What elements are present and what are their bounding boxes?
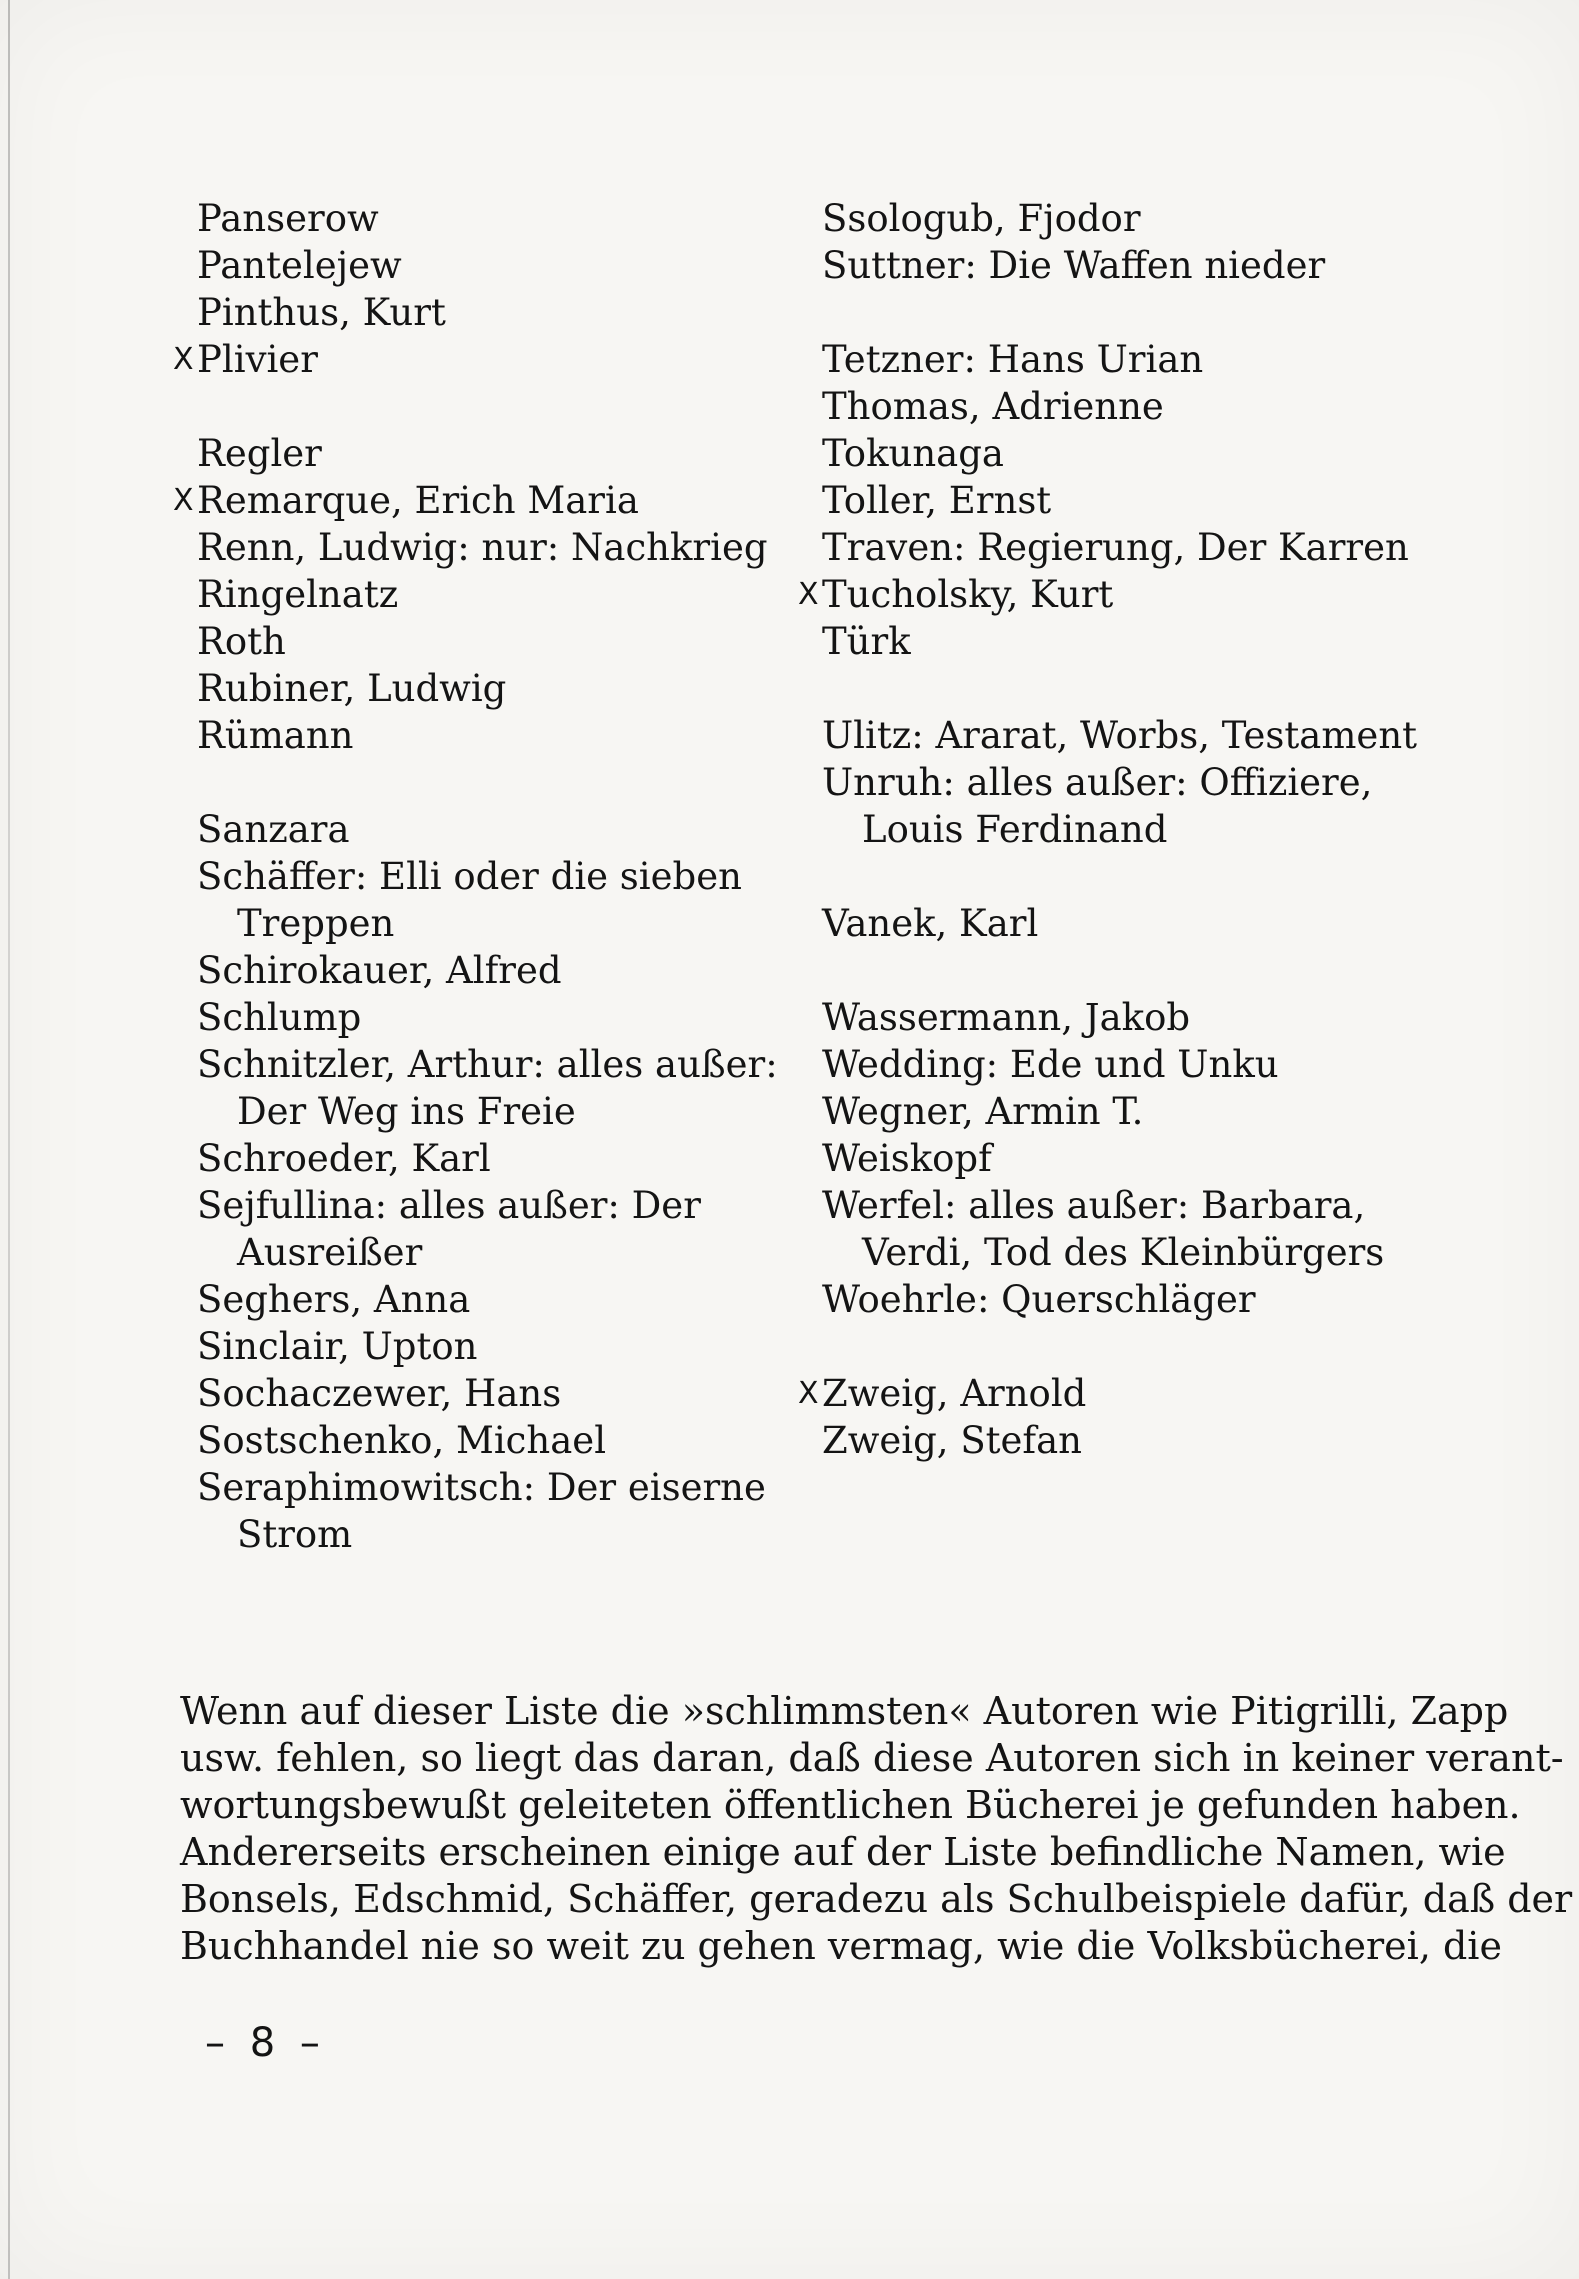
paragraph-line: Andererseits erscheinen einige auf der Liste befindliche Namen, wie (180, 1830, 1506, 1874)
author-entry-text: Wedding: Ede und Unku (822, 1043, 1279, 1086)
author-entry-text: Wassermann, Jakob (822, 996, 1191, 1039)
author-entry (790, 571, 1410, 618)
author-entry-text: Woehrle: Querschläger (822, 1278, 1256, 1321)
author-entry-text: Sochaczewer, Hans (197, 1372, 562, 1415)
author-entry (165, 571, 785, 618)
author-entry (165, 1041, 785, 1088)
section-gap (790, 947, 1410, 994)
author-entry-text: Sanzara (197, 808, 350, 851)
author-entry-text: Unruh: alles außer: Offiziere, (822, 761, 1373, 804)
author-entry-text: Sostschenko, Michael (197, 1419, 607, 1462)
author-entry-text: Zweig, Stefan (822, 1419, 1083, 1462)
author-entry-text: Ulitz: Ararat, Worbs, Testament (822, 714, 1418, 757)
author-entry-text: Zweig, Arnold (822, 1372, 1087, 1415)
author-entry-text: Pantelejew (197, 244, 402, 287)
author-entry (165, 1417, 785, 1464)
author-entry-text: Schroeder, Karl (197, 1137, 491, 1180)
x-mark: X (173, 342, 194, 377)
author-entry (165, 477, 785, 524)
section-gap (165, 383, 785, 430)
author-entry (790, 383, 1410, 430)
author-entry-text: Ssologub, Fjodor (822, 197, 1141, 240)
author-entry (790, 1088, 1410, 1135)
author-entry (790, 1041, 1410, 1088)
author-entry (165, 289, 785, 336)
author-entry (165, 1135, 785, 1182)
section-gap (790, 1323, 1410, 1370)
x-mark: X (798, 1376, 819, 1411)
author-entry (790, 242, 1410, 289)
author-entry (790, 759, 1410, 806)
author-entry-text: Wegner, Armin T. (822, 1090, 1144, 1133)
author-entry-text: Vanek, Karl (822, 902, 1039, 945)
author-entry (790, 1417, 1410, 1464)
author-entry (165, 665, 785, 712)
author-entry-text: Regler (197, 432, 322, 475)
section-gap (790, 289, 1410, 336)
author-entry-text: Schnitzler, Arthur: alles außer: (197, 1043, 778, 1086)
author-entry-text: Ringelnatz (197, 573, 399, 616)
author-entry-text: Toller, Ernst (822, 479, 1052, 522)
author-entry (165, 1276, 785, 1323)
page-number: – 8 – (205, 2020, 326, 2066)
paragraph-line: wortungsbewußt geleiteten öffentlichen Bücherei je gefunden haben. (180, 1783, 1521, 1827)
author-entry (790, 1182, 1410, 1229)
section-gap (165, 759, 785, 806)
author-entry (165, 1370, 785, 1417)
author-entry (790, 1276, 1410, 1323)
paragraph-line: Bonsels, Edschmid, Schäffer, geradezu als Schulbeispiele dafür, daß der (180, 1877, 1573, 1921)
author-entry (165, 1182, 785, 1229)
author-entry (165, 1464, 785, 1511)
author-entry-continuation (165, 900, 785, 947)
author-entry-text: Tetzner: Hans Urian (822, 338, 1204, 381)
author-entry-text: Ausreißer (237, 1231, 423, 1274)
author-entry (165, 806, 785, 853)
author-entry (165, 336, 785, 383)
author-entry (790, 1370, 1410, 1417)
paragraph-line: Wenn auf dieser Liste die »schlimmsten« Autoren wie Pitigrilli, Zapp (180, 1689, 1509, 1733)
x-mark: X (798, 577, 819, 612)
author-entry-text: Tokunaga (822, 432, 1004, 475)
author-entry-text: Rubiner, Ludwig (197, 667, 507, 710)
author-entry (165, 524, 785, 571)
author-entry (790, 524, 1410, 571)
author-entry-text: Remarque, Erich Maria (197, 479, 639, 522)
author-entry-text: Türk (822, 620, 911, 663)
author-entry-text: Verdi, Tod des Kleinbürgers (862, 1231, 1385, 1274)
author-entry (790, 712, 1418, 759)
author-entry (790, 336, 1410, 383)
author-entry-text: Panserow (197, 197, 379, 240)
author-entry (790, 618, 1410, 665)
author-entry (790, 477, 1410, 524)
author-entry-text: Traven: Regierung, Der Karren (822, 526, 1409, 569)
author-entry-text: Weiskopf (822, 1137, 992, 1180)
author-entry (165, 947, 785, 994)
author-entry-continuation (790, 806, 1410, 853)
author-entry (165, 853, 785, 900)
section-gap (790, 853, 1410, 900)
author-entry-text: Thomas, Adrienne (822, 385, 1164, 428)
x-mark: X (173, 483, 194, 518)
left-author-column (165, 195, 785, 1558)
body-paragraph (180, 1688, 1573, 1970)
author-entry-text: Louis Ferdinand (862, 808, 1168, 851)
author-entry-continuation (165, 1511, 785, 1558)
author-entry (790, 994, 1410, 1041)
author-entry-text: Plivier (197, 338, 318, 381)
author-entry (790, 430, 1410, 477)
author-entry-text: Rümann (197, 714, 354, 757)
author-entry-text: Tucholsky, Kurt (822, 573, 1114, 616)
author-entry-text: Sejfullina: alles außer: Der (197, 1184, 701, 1227)
author-entry (165, 994, 785, 1041)
author-entry (165, 430, 785, 477)
author-entry-text: Pinthus, Kurt (197, 291, 446, 334)
author-entry-continuation (165, 1088, 785, 1135)
author-entry (165, 712, 785, 759)
author-entry-text: Treppen (237, 902, 395, 945)
author-entry-text: Renn, Ludwig: nur: Nachkrieg (197, 526, 768, 569)
right-author-column (790, 195, 1418, 1464)
paragraph-line: usw. fehlen, so liegt das daran, daß diese Autoren sich in keiner verant- (180, 1736, 1564, 1780)
page-edge-line (8, 0, 10, 2279)
author-entry (165, 618, 785, 665)
author-entry-text: Strom (237, 1513, 353, 1556)
author-entry (790, 1135, 1410, 1182)
author-entry-text: Seraphimowitsch: Der eiserne (197, 1466, 766, 1509)
section-gap (790, 665, 1410, 712)
author-entry-text: Roth (197, 620, 286, 663)
author-entry-continuation (165, 1229, 785, 1276)
author-entry (790, 195, 1410, 242)
author-entry (790, 900, 1410, 947)
paragraph-line: Buchhandel nie so weit zu gehen vermag, wie die Volksbücherei, die (180, 1924, 1502, 1968)
author-entry-text: Werfel: alles außer: Barbara, (822, 1184, 1366, 1227)
author-entry (165, 1323, 785, 1370)
author-entry-text: Schäffer: Elli oder die sieben (197, 855, 742, 898)
author-entry-continuation (790, 1229, 1410, 1276)
author-entry (165, 195, 785, 242)
author-entry-text: Seghers, Anna (197, 1278, 471, 1321)
author-entry-text: Schlump (197, 996, 362, 1039)
author-entry-text: Sinclair, Upton (197, 1325, 478, 1368)
author-entry-text: Der Weg ins Freie (237, 1090, 576, 1133)
author-entry (165, 242, 785, 289)
author-entry-text: Suttner: Die Waffen nieder (822, 244, 1326, 287)
author-entry-text: Schirokauer, Alfred (197, 949, 562, 992)
